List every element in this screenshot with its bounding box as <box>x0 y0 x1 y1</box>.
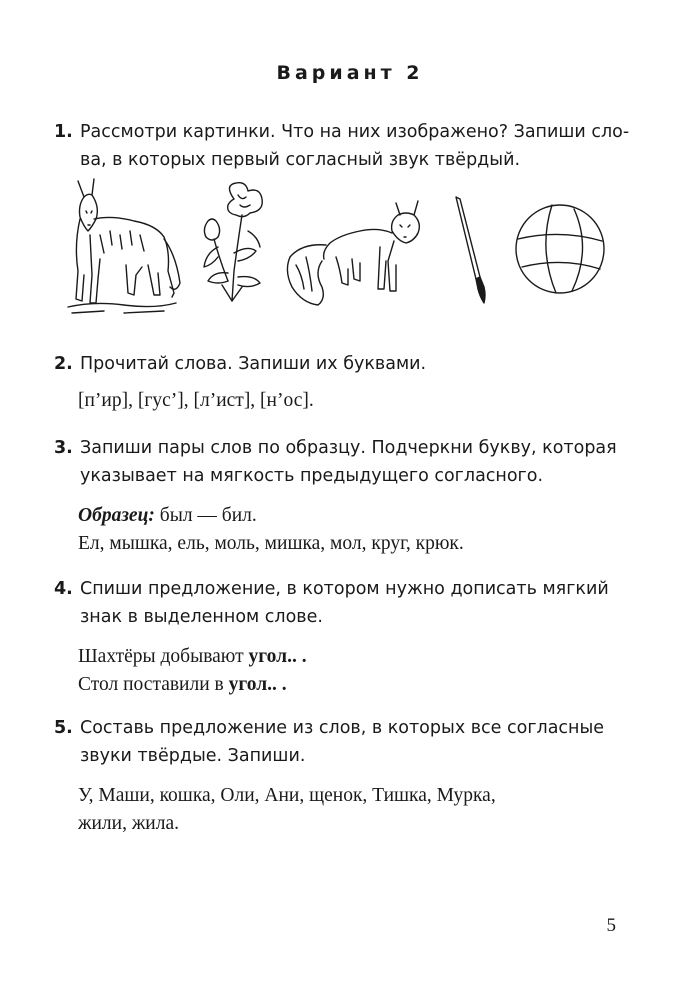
task-2 <box>54 350 654 415</box>
task-5-words-line-2: жили, жила. <box>78 813 179 834</box>
task-4 <box>54 575 654 699</box>
task-3-line-1: 3. Запиши пары слов по образцу. Подчеркни букву, которая <box>54 434 654 462</box>
task-4-line-1: 4. Спиши предложение, в котором нужно дописать мягкий <box>54 575 654 603</box>
task-4-number: 4. <box>54 579 73 599</box>
task-2-words: [п’ир], [гус’], [л’ист], [н’ос]. <box>78 390 314 411</box>
task-2-line-1: 2. Прочитай слова. Запиши их буквами. <box>54 350 654 378</box>
task-4-line-2: знак в выделенном слове. <box>80 607 323 627</box>
task-3-sample-label: Образец: <box>78 505 155 526</box>
task-3-line-2: указывает на мягкость предыдущего согласного. <box>80 466 544 486</box>
task-5 <box>54 714 654 838</box>
page-number: 5 <box>606 915 616 936</box>
task-1 <box>54 118 654 174</box>
task-5-number: 5. <box>54 718 73 738</box>
task-4-sentence-2: Стол поставили в угол.. . <box>78 674 287 695</box>
task-4-highlighted-word-1: угол.. . <box>248 646 307 667</box>
paintbrush-picture <box>452 195 492 305</box>
task-3-words: Ел, мышка, ель, моль, мишка, мол, круг, крюк. <box>78 533 464 554</box>
task-2-number: 2. <box>54 354 73 374</box>
task-4-highlighted-word-2: угол.. . <box>228 674 287 695</box>
task-1-number: 1. <box>54 122 73 142</box>
task-3 <box>54 434 654 558</box>
fox-picture <box>282 199 434 309</box>
poppy-picture <box>198 181 270 307</box>
task-5-line-1: 5. Составь предложение из слов, в которых все согласные <box>54 714 654 742</box>
page-title: Вариант 2 <box>276 62 424 84</box>
task-5-words-line-1: У, Маши, кошка, Оли, Ани, щенок, Тишка, Мурка, <box>78 785 496 806</box>
ball-picture <box>512 201 608 297</box>
task-3-number: 3. <box>54 438 73 458</box>
task-4-sentence-1: Шахтёры добывают угол.. . <box>78 646 307 667</box>
task-1-line-1: 1. Рассмотри картинки. Что на них изображено? Запиши сло- <box>54 118 654 146</box>
task-1-line-2: ва, в которых первый согласный звук твёрдый. <box>80 150 521 170</box>
wolf-picture <box>64 175 182 317</box>
task-1-pictures <box>60 175 620 320</box>
task-5-line-2: звуки твёрдые. Запиши. <box>80 746 306 766</box>
task-3-sample: Образец: был — бил. <box>78 505 257 526</box>
